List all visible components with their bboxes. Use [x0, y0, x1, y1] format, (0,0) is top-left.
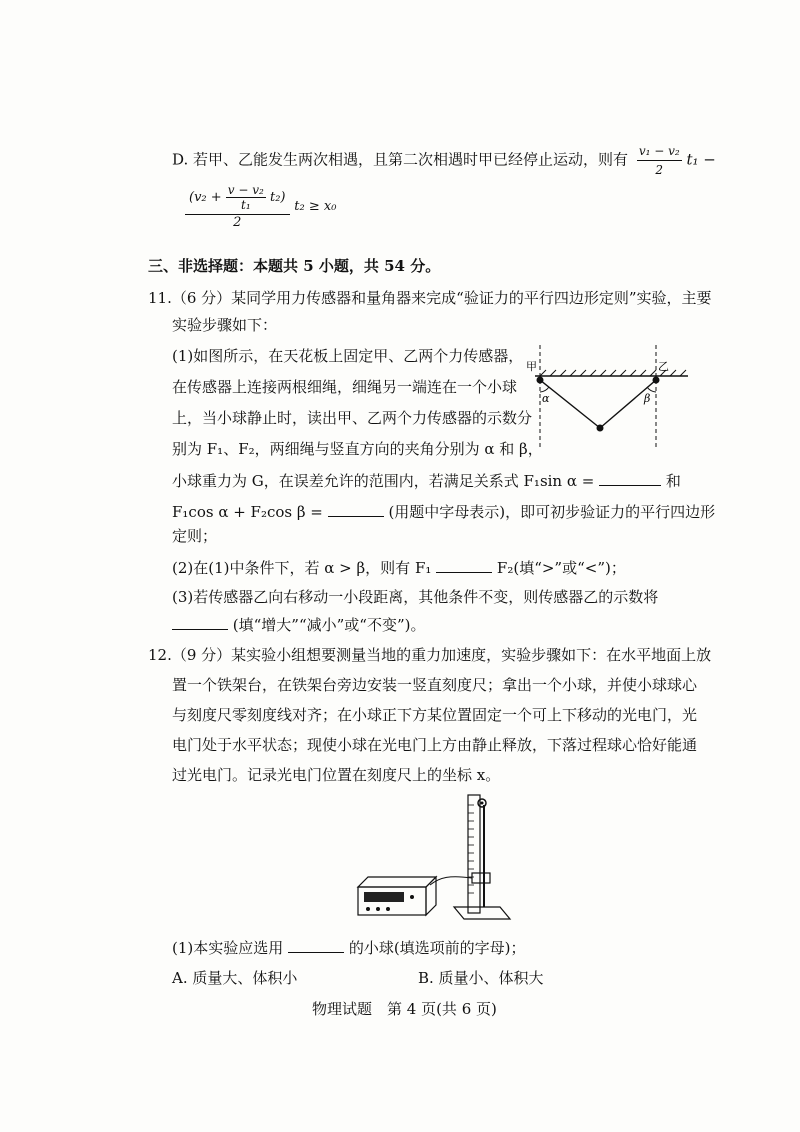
q11-part1-line6: F₁cos α + F₂cos β = (用题中字母表示)，即可初步验证力的平行四边形 — [172, 503, 716, 521]
q11-part1-line5: 小球重力为 G，在误差允许的范围内，若满足关系式 F₁sin α = 和 — [172, 472, 681, 490]
q12-line5: 过光电门。记录光电门位置在刻度尺上的坐标 x。 — [172, 766, 501, 784]
q11-stem-2: 实验步骤如下： — [172, 316, 278, 334]
q12-line3: 与刻度尺零刻度线对齐；在小球正下方某位置固定一个可上下移动的光电门，光 — [172, 706, 698, 724]
q12-line4: 电门处于水平状态；现使小球在光电门上方由静止释放，下落过程球心恰好能通 — [172, 736, 698, 754]
q11-part1-line3: 上，当小球静止时，读出甲、乙两个力传感器的示数分 — [172, 409, 533, 427]
q11-stem-1: 11.（6 分）某同学用力传感器和量角器来完成“验证力的平行四边形定则”实验，主要 — [148, 289, 712, 307]
q11-part3-line1: (3)若传感器乙向右移动一小段距离，其他条件不变，则传感器乙的示数将 — [172, 588, 659, 606]
section-heading: 三、非选择题：本题共 5 小题，共 54 分。 — [148, 257, 441, 275]
label-jia: 甲 — [526, 360, 537, 373]
q12-option-b: B. 质量小、体积大 — [418, 969, 544, 987]
timer-knob — [376, 907, 380, 911]
answer-blank[interactable] — [436, 558, 492, 573]
option-d-after-fraction: t₁ − — [686, 150, 716, 169]
q12-figure — [350, 785, 530, 925]
option-d-fraction-1: $\frac{\text{v₁ − v₂}}{2}$ — [638, 144, 680, 177]
photogate — [472, 873, 490, 883]
q11-figure — [510, 340, 690, 455]
answer-blank[interactable] — [328, 502, 384, 517]
timer-knob — [386, 907, 390, 911]
timer-knob — [410, 895, 414, 899]
option-d — [172, 142, 716, 179]
q12-sub1: (1)本实验应选用 的小球(填选项前的字母)； — [172, 939, 526, 957]
label-beta: β — [644, 392, 651, 405]
page-footer: 物理试题 第 4 页(共 6 页) — [312, 1000, 497, 1018]
answer-blank[interactable] — [599, 471, 661, 486]
q11-part1-line4: 别为 F₁、F₂，两细绳与竖直方向的夹角分别为 α 和 β， — [172, 440, 543, 458]
option-d-tail: t₂ ≥ x₀ — [294, 199, 337, 214]
ruler-ticks — [468, 805, 474, 893]
q12-line1: 12.（9 分）某实验小组想要测量当地的重力加速度，实验步骤如下：在水平地面上放 — [148, 646, 712, 664]
q12-option-a: A. 质量大、体积小 — [172, 969, 298, 987]
answer-blank[interactable] — [172, 615, 228, 630]
stand-base — [454, 907, 510, 919]
q11-part1-line7: 定则； — [172, 527, 218, 545]
timer-knob — [366, 907, 370, 911]
q11-part2: (2)在(1)中条件下，若 α > β，则有 F₁ F₂(填“>”或“<”)； — [172, 559, 626, 577]
ball — [597, 425, 604, 432]
q11-part1-line1: (1)如图所示，在天花板上固定甲、乙两个力传感器， — [172, 347, 524, 365]
option-d-text: D. 若甲、乙能发生两次相遇，且第二次相遇时甲已经停止运动，则有 — [172, 150, 629, 169]
label-yi: 乙 — [658, 360, 669, 373]
timer-top — [358, 877, 436, 887]
ball-center — [481, 802, 484, 805]
label-alpha: α — [542, 392, 550, 405]
q11-part1-line2: 在传感器上连接两根细绳，细绳另一端连在一个小球 — [172, 378, 518, 396]
timer-side — [426, 877, 436, 915]
answer-blank[interactable] — [288, 938, 344, 953]
q11-part3-line2: (填“增大”“减小”或“不变”)。 — [172, 615, 426, 634]
option-d-fraction-2: (v₂ + $\frac{\text{v − v₂}}{\text{t₁}}$ t₂) 2 t₂ ≥ x₀ — [185, 183, 336, 230]
timer-display — [364, 892, 404, 902]
q12-line2: 置一个铁架台，在铁架台旁边安装一竖直刻度尺；拿出一个小球，并使小球球心 — [172, 676, 698, 694]
